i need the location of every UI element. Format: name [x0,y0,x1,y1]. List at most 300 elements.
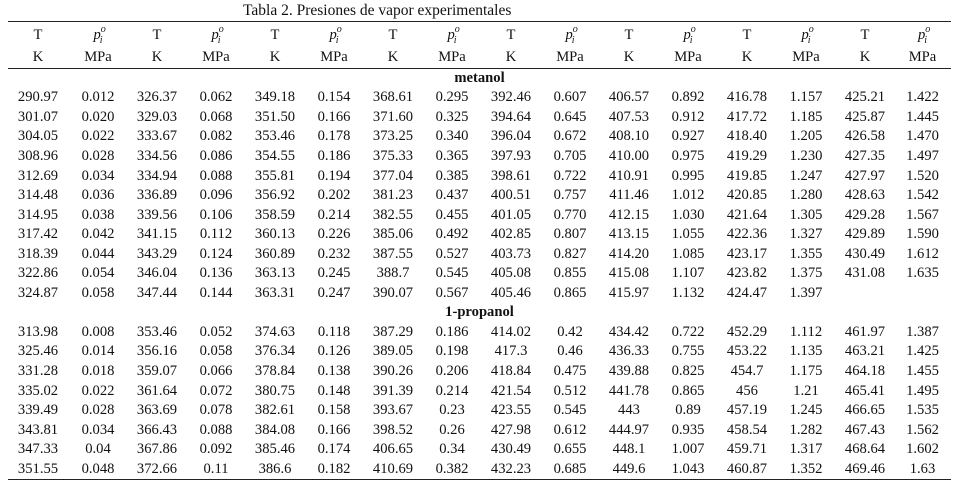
temperature-cell: 430.49 [490,441,532,458]
temperature-cell: 378.84 [254,362,296,379]
pressure-cell: 1.135 [789,343,823,360]
temperature-cell: 428.63 [844,187,886,204]
unit-kelvin: K [128,49,186,69]
pressure-cell: 0.088 [199,167,233,184]
temperature-cell: 463.21 [844,343,886,360]
temperature-cell: 441.78 [608,382,650,399]
table-row [8,440,951,460]
pressure-cell: 1.245 [789,402,823,419]
pressure-cell: 0.078 [199,402,233,419]
pressure-symbol: $p^o_i$ [93,24,106,46]
header-pressure [422,22,482,49]
temperature-cell: 405.46 [490,284,532,301]
pressure-cell: 0.058 [81,284,115,301]
temperature-cell: 339.49 [17,402,59,419]
pressure-cell: 0.194 [317,167,351,184]
table-row [8,167,951,187]
temperature-cell: 335.02 [17,382,59,399]
temperature-cell: 444.97 [608,421,650,438]
temperature-cell: 359.07 [136,362,178,379]
temperature-cell: 351.50 [254,108,296,125]
pressure-cell: 1.63 [894,460,951,480]
pressure-cell: 1.055 [671,226,705,243]
temperature-cell: 448.1 [612,441,646,458]
pressure-cell: 1.375 [789,265,823,282]
temperature-cell: 382.61 [254,402,296,419]
pressure-cell: 0.42 [557,323,583,340]
pressure-cell: 0.126 [317,343,351,360]
pressure-cell: 0.935 [671,421,705,438]
temperature-cell: 322.86 [17,265,59,282]
pressure-cell: 0.092 [199,441,233,458]
header-temperature: T [8,22,68,49]
pressure-cell: 1.470 [906,128,939,145]
table-row [8,127,951,147]
unit-mpa: MPa [68,49,128,69]
pressure-cell: 0.052 [199,323,233,340]
pressure-cell: 0.158 [317,402,351,419]
pressure-cell: 0.096 [199,187,233,204]
table-row [8,147,951,167]
unit-kelvin: K [8,49,68,69]
pressure-cell: 0.975 [671,147,705,164]
vapor-pressure-table [8,21,951,480]
temperature-cell: 424.47 [726,284,768,301]
temperature-cell: 456 [736,382,758,399]
temperature-cell: 346.04 [136,265,178,282]
pressure-cell: 0.655 [553,441,587,458]
temperature-cell: 317.42 [17,226,59,243]
pressure-cell: 0.995 [671,167,705,184]
pressure-cell: 0.34 [439,441,465,458]
pressure-cell: 1.132 [671,284,705,301]
temperature-cell: 422.36 [726,226,768,243]
pressure-cell: 0.038 [81,206,115,223]
pressure-cell: 0.186 [435,323,469,340]
pressure-cell: 0.365 [435,147,469,164]
pressure-cell: 1.567 [906,206,939,223]
table-row [8,382,951,402]
pressure-cell: 1.185 [789,108,823,125]
table-row [8,206,951,226]
header-pressure [894,22,951,49]
temperature-cell: 301.07 [17,108,59,125]
temperature-cell: 425.21 [844,89,886,106]
unit-mpa: MPa [658,49,718,69]
pressure-cell: 0.527 [435,245,469,262]
pressure-cell: 1.007 [671,441,705,458]
temperature-cell: 436.33 [608,343,650,360]
pressure-cell: 0.044 [81,245,115,262]
temperature-cell: 382.55 [372,206,414,223]
header-pressure [540,22,600,49]
temperature-cell: 439.88 [608,362,650,379]
pressure-cell: 0.437 [435,187,469,204]
header-pressure [304,22,364,49]
temperature-cell: 377.04 [372,167,414,184]
temperature-cell: 358.59 [254,206,296,223]
temperature-cell: 304.05 [17,128,59,145]
pressure-cell: 0.567 [435,284,469,301]
pressure-cell: 0.088 [199,421,233,438]
unit-mpa: MPa [894,49,951,69]
temperature-cell: 402.85 [490,226,532,243]
unit-mpa: MPa [422,49,482,69]
temperature-cell: 419.29 [726,147,768,164]
header-temperature: T [718,22,776,49]
temperature-cell: 373.25 [372,128,414,145]
temperature-cell: 363.31 [254,284,296,301]
pressure-cell: 0.382 [422,460,482,480]
table-row [8,401,951,421]
pressure-cell: 1.355 [789,245,823,262]
temperature-cell: 380.75 [254,382,296,399]
pressure-cell: 1.230 [789,147,823,164]
pressure-cell: 0.072 [199,382,233,399]
temperature-cell: 389.05 [372,343,414,360]
pressure-cell: 1.282 [789,421,823,438]
unit-kelvin: K [364,49,422,69]
temperature-cell: 418.40 [726,128,768,145]
temperature-cell: 423.55 [490,402,532,419]
pressure-cell: 0.705 [553,147,587,164]
temperature-cell: 401.05 [490,206,532,223]
temperature-cell: 411.46 [609,187,649,204]
pressure-cell: 0.492 [435,226,469,243]
temperature-cell: 410.69 [364,460,422,480]
pressure-cell: 0.89 [675,402,701,419]
pressure-cell: 1.305 [789,206,823,223]
table-caption: Tabla 2. Presiones de vapor experimentales [243,2,512,19]
temperature-cell: 347.33 [17,441,59,458]
temperature-cell: 351.55 [8,460,68,480]
temperature-cell: 416.78 [726,89,768,106]
pressure-cell: 1.397 [789,284,823,301]
pressure-cell: 0.028 [81,147,115,164]
temperature-cell: 331.28 [17,362,59,379]
pressure-symbol: $p^o_i$ [447,24,460,46]
section-row [8,68,951,88]
unit-mpa: MPa [540,49,600,69]
pressure-symbol: $p^o_i$ [683,24,696,46]
pressure-cell: 1.590 [906,226,939,243]
pressure-cell: 1.157 [789,89,823,106]
temperature-cell: 324.87 [17,284,59,301]
section-row [8,303,951,323]
table-row [8,186,951,206]
table-row [8,323,951,343]
pressure-cell: 0.012 [81,89,115,106]
temperature-cell: 460.87 [718,460,776,480]
temperature-cell: 434.42 [608,323,650,340]
pressure-cell: 0.008 [81,323,115,340]
header-row-symbols [8,22,951,49]
temperature-cell: 449.6 [600,460,658,480]
temperature-cell: 421.54 [490,382,532,399]
pressure-cell: 0.022 [81,382,115,399]
unit-mpa: MPa [776,49,836,69]
header-temperature: T [482,22,540,49]
temperature-cell: 452.29 [726,323,768,340]
pressure-cell: 1.205 [789,128,823,145]
temperature-cell: 405.08 [490,265,532,282]
pressure-cell: 0.645 [553,108,587,125]
temperature-cell: 464.18 [844,362,886,379]
temperature-cell: 418.84 [490,362,532,379]
temperature-cell: 347.44 [136,284,178,301]
temperature-cell: 406.65 [372,441,414,458]
pressure-cell: 0.672 [553,128,587,145]
pressure-cell: 0.124 [199,245,233,262]
temperature-cell: 394.64 [490,108,532,125]
pressure-cell: 0.512 [553,382,587,399]
temperature-cell: 397.93 [490,147,532,164]
temperature-cell: 420.85 [726,187,768,204]
temperature-cell: 412.15 [608,206,650,223]
temperature-cell: 432.23 [482,460,540,480]
temperature-cell: 387.29 [372,323,414,340]
pressure-cell: 1.387 [906,323,939,340]
temperature-cell: 417.72 [726,108,768,125]
pressure-cell: 0.214 [317,206,351,223]
pressure-cell: 0.892 [671,89,705,106]
pressure-cell: 1.085 [671,245,705,262]
temperature-cell: 290.97 [17,89,59,106]
pressure-cell: 0.178 [317,128,351,145]
pressure-cell: 0.066 [199,362,233,379]
pressure-cell: 0.136 [199,265,233,282]
temperature-cell: 429.89 [844,226,886,243]
temperature-cell: 360.89 [254,245,296,262]
pressure-cell: 1.422 [906,89,939,106]
pressure-cell: 1.562 [906,421,939,438]
temperature-cell: 396.04 [490,128,532,145]
temperature-cell: 308.96 [17,147,59,164]
pressure-cell: 1.175 [789,362,823,379]
pressure-cell: 0.062 [199,89,233,106]
temperature-cell: 385.46 [254,441,296,458]
pressure-cell: 1.112 [789,323,823,340]
temperature-cell: 329.03 [136,108,178,125]
header-row-units [8,49,951,69]
pressure-cell: 0.475 [553,362,587,379]
temperature-cell: 312.69 [17,167,59,184]
pressure-symbol: $p^o_i$ [329,24,342,46]
pressure-cell: 0.186 [317,147,351,164]
pressure-cell: 1.635 [906,265,939,282]
pressure-cell: 0.295 [435,89,469,106]
pressure-cell: 0.174 [317,441,351,458]
temperature-cell: 459.71 [726,441,768,458]
pressure-cell: 1.317 [789,441,823,458]
pressure-cell: 0.034 [81,167,115,184]
pressure-cell: 0.545 [553,402,587,419]
temperature-cell: 367.86 [136,441,178,458]
temperature-cell: 385.06 [372,226,414,243]
unit-kelvin: K [600,49,658,69]
pressure-cell: 0.770 [553,206,587,223]
pressure-cell: 0.927 [671,128,705,145]
temperature-cell: 458.54 [726,421,768,438]
pressure-cell: 0.46 [557,343,583,360]
pressure-cell: 1.455 [906,362,939,379]
pressure-cell: 0.166 [317,421,351,438]
temperature-cell: 414.02 [490,323,532,340]
table-row [8,460,951,480]
temperature-cell: 414.20 [608,245,650,262]
temperature-cell: 314.48 [17,187,59,204]
table-row [8,245,951,265]
temperature-cell: 349.18 [254,89,296,106]
temperature-cell: 400.51 [490,187,532,204]
temperature-cell: 398.52 [372,421,414,438]
temperature-cell: 314.95 [17,206,59,223]
pressure-symbol: $p^o_i$ [917,24,931,46]
temperature-cell: 387.55 [372,245,414,262]
pressure-cell: 0.086 [199,147,233,164]
temperature-cell: 415.97 [608,284,650,301]
pressure-cell: 0.04 [85,441,111,458]
temperature-cell: 353.46 [136,323,178,340]
pressure-cell: 0.722 [553,167,587,184]
pressure-cell: 0.865 [671,382,705,399]
pressure-cell: 0.385 [435,167,469,184]
pressure-cell: 0.722 [671,323,705,340]
temperature-cell: 457.19 [726,402,768,419]
pressure-cell: 0.26 [439,421,465,438]
header-temperature: T [600,22,658,49]
temperature-cell [836,284,894,304]
temperature-cell: 390.26 [372,362,414,379]
temperature-cell: 326.37 [136,89,178,106]
temperature-cell: 339.56 [136,206,178,223]
pressure-cell: 0.148 [317,382,351,399]
section-title: 1-propanol [445,304,514,321]
temperature-cell: 430.49 [844,245,886,262]
header-temperature: T [836,22,894,49]
temperature-cell: 419.85 [726,167,768,184]
pressure-cell: 0.855 [553,265,587,282]
pressure-cell: 0.036 [81,187,115,204]
temperature-cell: 454.7 [730,362,764,379]
pressure-cell: 1.030 [671,206,705,223]
pressure-cell [894,284,951,304]
temperature-cell: 426.58 [844,128,886,145]
pressure-cell: 0.23 [439,402,465,419]
pressure-cell: 0.082 [199,128,233,145]
pressure-cell: 0.018 [81,362,115,379]
temperature-cell: 372.66 [128,460,186,480]
temperature-cell: 443 [618,402,640,419]
temperature-cell: 375.33 [372,147,414,164]
pressure-cell: 0.685 [540,460,600,480]
pressure-cell: 0.612 [553,421,587,438]
pressure-cell: 0.455 [435,206,469,223]
temperature-cell: 417.3 [494,343,528,360]
unit-mpa: MPa [186,49,246,69]
table-row [8,362,951,382]
temperature-cell: 388.7 [376,265,410,282]
pressure-cell: 0.058 [199,343,233,360]
temperature-cell: 356.92 [254,187,296,204]
temperature-cell: 325.46 [17,343,59,360]
temperature-cell: 425.87 [844,108,886,125]
pressure-cell: 1.445 [906,108,939,125]
pressure-cell: 1.535 [906,402,939,419]
pressure-symbol: $p^o_i$ [211,24,224,46]
table-row [8,284,951,304]
temperature-cell: 403.73 [490,245,532,262]
pressure-cell: 0.247 [317,284,351,301]
pressure-cell: 1.012 [671,187,705,204]
pressure-cell: 0.340 [435,128,469,145]
table-row [8,225,951,245]
table-row [8,342,951,362]
temperature-cell: 390.07 [372,284,414,301]
pressure-cell: 0.206 [435,362,469,379]
header-temperature: T [364,22,422,49]
temperature-cell: 467.43 [844,421,886,438]
temperature-cell: 376.34 [254,343,296,360]
pressure-cell: 0.912 [671,108,705,125]
header-pressure [776,22,836,49]
header-temperature: T [246,22,304,49]
pressure-cell: 0.014 [81,343,115,360]
pressure-cell: 0.112 [199,226,233,243]
pressure-cell: 0.245 [317,265,351,282]
temperature-cell: 398.61 [490,167,532,184]
temperature-cell: 468.64 [844,441,886,458]
pressure-cell: 0.118 [317,323,351,340]
pressure-cell: 0.042 [81,226,115,243]
temperature-cell: 410.91 [608,167,650,184]
temperature-cell: 427.97 [844,167,886,184]
temperature-cell: 355.81 [254,167,296,184]
pressure-cell: 0.865 [553,284,587,301]
temperature-cell: 453.22 [726,343,768,360]
table-row [8,88,951,108]
temperature-cell: 427.35 [844,147,886,164]
temperature-cell: 374.63 [254,323,296,340]
temperature-cell: 386.6 [246,460,304,480]
temperature-cell: 343.29 [136,245,178,262]
pressure-cell: 0.020 [81,108,115,125]
temperature-cell: 363.13 [254,265,296,282]
temperature-cell: 334.56 [136,147,178,164]
temperature-cell: 427.98 [490,421,532,438]
pressure-cell: 1.352 [776,460,836,480]
pressure-cell: 0.214 [435,382,469,399]
pressure-cell: 1.21 [793,382,819,399]
temperature-cell: 354.55 [254,147,296,164]
temperature-cell: 407.53 [608,108,650,125]
temperature-cell: 341.15 [136,226,178,243]
temperature-cell: 343.81 [17,421,59,438]
pressure-cell: 1.602 [906,441,939,458]
temperature-cell: 423.82 [726,265,768,282]
temperature-cell: 423.17 [726,245,768,262]
pressure-cell: 1.612 [906,245,939,262]
pressure-cell: 1.043 [658,460,718,480]
pressure-cell: 0.232 [317,245,351,262]
temperature-cell: 393.67 [372,402,414,419]
pressure-cell: 1.425 [906,343,939,360]
temperature-cell: 371.60 [372,108,414,125]
temperature-cell: 392.46 [490,89,532,106]
pressure-cell: 0.034 [81,421,115,438]
pressure-cell: 0.755 [671,343,705,360]
unit-kelvin: K [246,49,304,69]
